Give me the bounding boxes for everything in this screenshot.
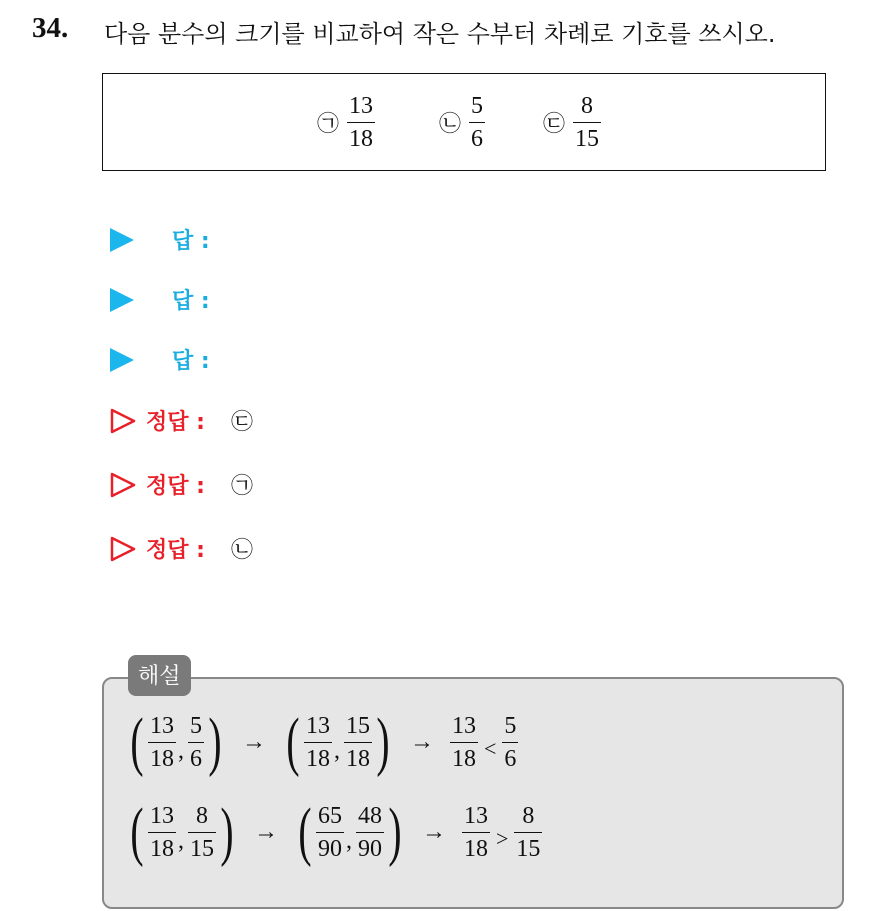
fraction-item-b xyxy=(439,94,485,151)
fraction-b-numerator: 5 xyxy=(471,93,484,119)
correct-answer-value: ㉠ xyxy=(230,474,253,499)
numerator: 13 xyxy=(149,712,174,739)
comma: , xyxy=(333,737,340,764)
correct-answer-label: 정답 : xyxy=(146,474,205,499)
fraction-c xyxy=(573,94,601,151)
arrow-icon: → xyxy=(241,728,266,755)
correct-answer-label: 정답 : xyxy=(146,410,205,435)
exp-fraction xyxy=(148,714,176,771)
exp-fraction xyxy=(502,714,518,771)
exp-fraction xyxy=(450,714,478,771)
explanation-tag: 해설 xyxy=(128,655,191,696)
comma: , xyxy=(177,737,184,764)
correct-answer-value: ㉢ xyxy=(230,410,253,435)
fraction-b xyxy=(469,94,485,151)
comma: , xyxy=(177,827,184,854)
denominator: 18 xyxy=(345,745,370,772)
fraction-item-a xyxy=(317,94,375,151)
exp-fraction xyxy=(148,804,176,861)
numerator: 65 xyxy=(317,802,342,829)
numerator: 13 xyxy=(305,712,330,739)
fraction-a-denominator: 18 xyxy=(349,126,374,152)
answer-label: 답 : xyxy=(172,289,210,314)
denominator: 6 xyxy=(189,745,202,772)
play-triangle-icon xyxy=(110,228,134,252)
numerator: 5 xyxy=(504,712,517,739)
answer-row-2 xyxy=(110,284,210,315)
fraction-c-denominator: 15 xyxy=(575,126,600,152)
denominator: 15 xyxy=(516,835,541,862)
denominator: 6 xyxy=(504,745,517,772)
numerator: 13 xyxy=(463,802,488,829)
relation-symbol: > xyxy=(495,826,509,851)
exp-fraction xyxy=(188,714,204,771)
exp-fraction xyxy=(316,804,344,861)
left-paren: ( xyxy=(298,795,312,868)
correct-answer-row-1 xyxy=(110,405,253,436)
correct-answer-value: ㉡ xyxy=(230,538,253,563)
arrow-icon: → xyxy=(409,728,434,755)
numerator: 8 xyxy=(195,802,208,829)
exp-fraction xyxy=(188,804,216,861)
question-text: 다음 분수의 크기를 비교하여 작은 수부터 차례로 기호를 쓰시오. xyxy=(104,20,776,48)
answer-row-1 xyxy=(110,224,210,255)
fraction-c-numerator: 8 xyxy=(581,93,594,119)
explanation-panel xyxy=(102,677,844,909)
comma: , xyxy=(345,827,352,854)
answer-label: 답 : xyxy=(172,229,210,254)
exp-fraction xyxy=(356,804,384,861)
right-paren: ) xyxy=(208,705,222,778)
numerator: 15 xyxy=(345,712,370,739)
correct-answer-row-3 xyxy=(110,533,253,564)
marker-c: ㉢ xyxy=(543,112,566,137)
correct-answer-row-2 xyxy=(110,469,253,500)
denominator: 90 xyxy=(357,835,382,862)
denominator: 18 xyxy=(451,745,476,772)
fraction-box xyxy=(102,73,826,171)
denominator: 18 xyxy=(149,745,174,772)
correct-answer-label: 정답 : xyxy=(146,538,205,563)
question-number: 34. xyxy=(32,12,69,44)
outline-triangle-icon xyxy=(110,472,136,498)
exp-fraction xyxy=(344,714,372,771)
outline-triangle-icon xyxy=(110,408,136,434)
right-paren: ) xyxy=(376,705,390,778)
arrow-icon: → xyxy=(253,818,278,845)
denominator: 18 xyxy=(463,835,488,862)
numerator: 8 xyxy=(522,802,535,829)
left-paren: ( xyxy=(286,705,300,778)
denominator: 90 xyxy=(317,835,342,862)
left-paren: ( xyxy=(130,705,144,778)
fraction-b-denominator: 6 xyxy=(471,126,484,152)
numerator: 48 xyxy=(357,802,382,829)
answer-row-3 xyxy=(110,344,210,375)
right-paren: ) xyxy=(220,795,234,868)
answer-label: 답 : xyxy=(172,349,210,374)
fraction-a-numerator: 13 xyxy=(349,93,374,119)
numerator: 5 xyxy=(189,712,202,739)
fraction-item-c xyxy=(543,94,601,151)
play-triangle-icon xyxy=(110,348,134,372)
denominator: 18 xyxy=(305,745,330,772)
denominator: 18 xyxy=(149,835,174,862)
marker-a: ㉠ xyxy=(317,112,340,137)
exp-fraction xyxy=(304,714,332,771)
denominator: 15 xyxy=(189,835,214,862)
arrow-icon: → xyxy=(421,818,446,845)
fraction-a xyxy=(347,94,375,151)
left-paren: ( xyxy=(130,795,144,868)
numerator: 13 xyxy=(451,712,476,739)
outline-triangle-icon xyxy=(110,536,136,562)
exp-fraction xyxy=(462,804,490,861)
play-triangle-icon xyxy=(110,288,134,312)
marker-b: ㉡ xyxy=(439,112,462,137)
right-paren: ) xyxy=(388,795,402,868)
numerator: 13 xyxy=(149,802,174,829)
exp-fraction xyxy=(514,804,542,861)
relation-symbol: < xyxy=(483,736,497,761)
explanation-line-2 xyxy=(126,795,542,868)
explanation-line-1 xyxy=(126,705,518,778)
